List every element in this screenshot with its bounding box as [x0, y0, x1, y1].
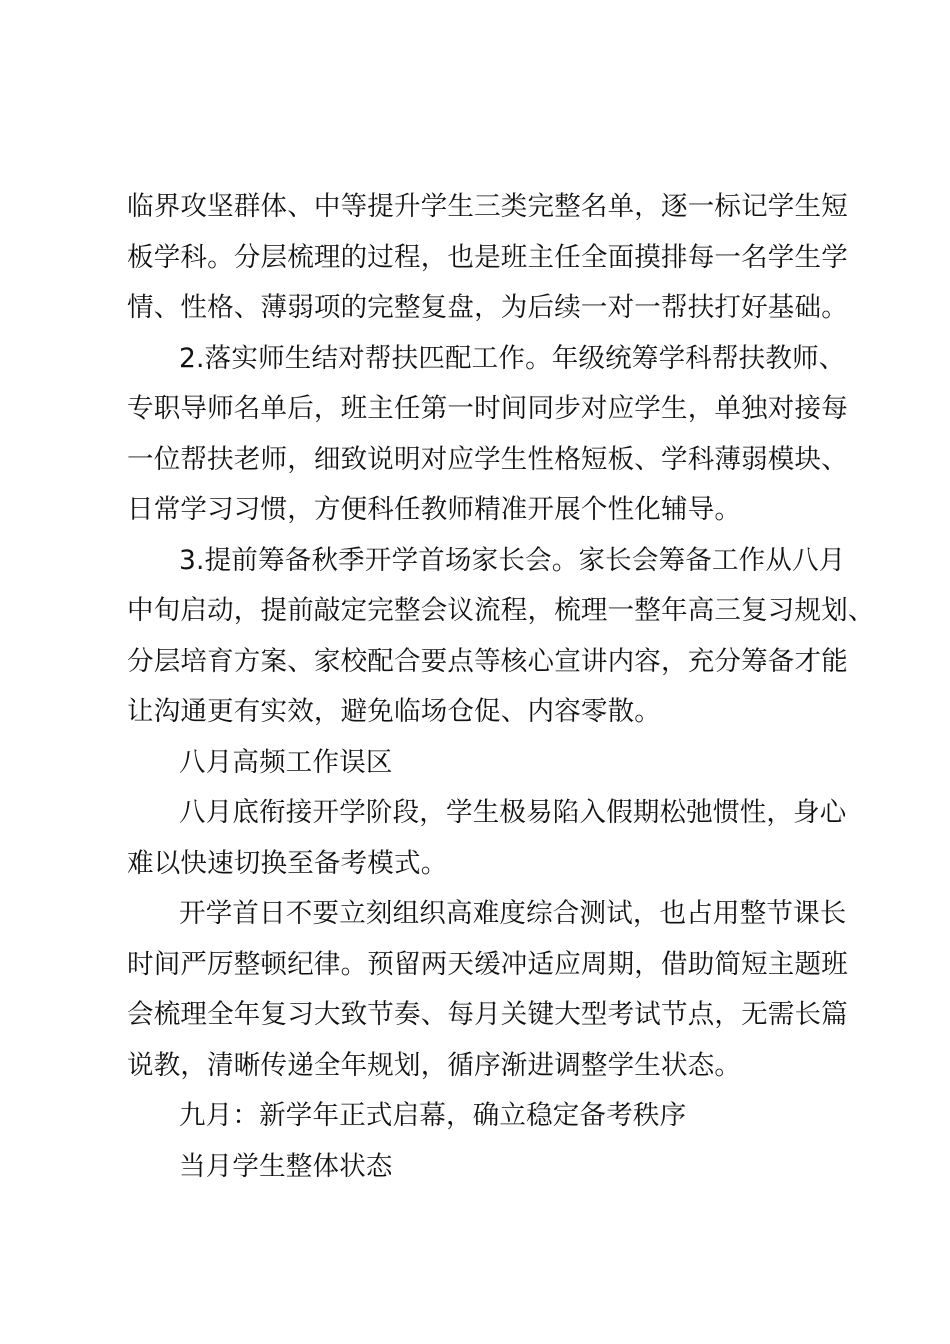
text-line: 临界攻坚群体、中等提升学生三类完整名单，逐一标记学生短: [127, 191, 848, 222]
text-line: 说教，清晰传递全年规划，循序渐进调整学生状态。: [127, 1049, 742, 1081]
section-heading-august-pitfalls: 八月高频工作误区: [179, 746, 393, 778]
paragraph-heading-2: 2.落实师生结对帮扶匹配工作。年级统筹学科帮扶教师、: [179, 342, 846, 374]
text-line: 中旬启动，提前敲定完整会议流程，梳理一整年高三复习规划、: [127, 595, 875, 626]
text-line: 难以快速切换至备考模式。: [127, 847, 448, 879]
text-line: 会梳理全年复习大致节奏、每月关键大型考试节点，无需长篇: [127, 999, 848, 1030]
text-line: 八月底衔接开学阶段，学生极易陷入假期松弛惯性，身心: [179, 797, 847, 828]
text-line: 情、性格、薄弱项的完整复盘，为后续一对一帮扶打好基础。: [127, 292, 848, 323]
text-line: 一位帮扶老师，细致说明对应学生性格短板、学科薄弱模块、: [127, 443, 848, 475]
text-line: 专职导师名单后，班主任第一时间同步对应学生，单独对接每: [127, 393, 848, 424]
text-line: 时间严厉整顿纪律。预留两天缓冲适应周期，借助简短主题班: [127, 948, 848, 980]
text-line: 让沟通更有实效，避免临场仓促、内容零散。: [127, 696, 661, 727]
section-heading-september: 九月：新学年正式启幕，确立稳定备考秩序: [179, 1100, 687, 1131]
text-line: 分层培育方案、家校配合要点等核心宣讲内容，充分筹备才能: [127, 645, 848, 677]
paragraph-heading-3: 3.提前筹备秋季开学首场家长会。家长会筹备工作从八月: [179, 544, 846, 576]
text-line: 开学首日不要立刻组织高难度综合测试，也占用整节课长: [179, 898, 847, 929]
document-body: [127, 182, 875, 1192]
text-line: 板学科。分层梳理的过程，也是班主任全面摸排每一名学生学: [127, 241, 848, 273]
subsection-heading-student-state: 当月学生整体状态: [179, 1150, 393, 1182]
text-line: 日常学习习惯，方便科任教师精准开展个性化辅导。: [127, 494, 742, 525]
